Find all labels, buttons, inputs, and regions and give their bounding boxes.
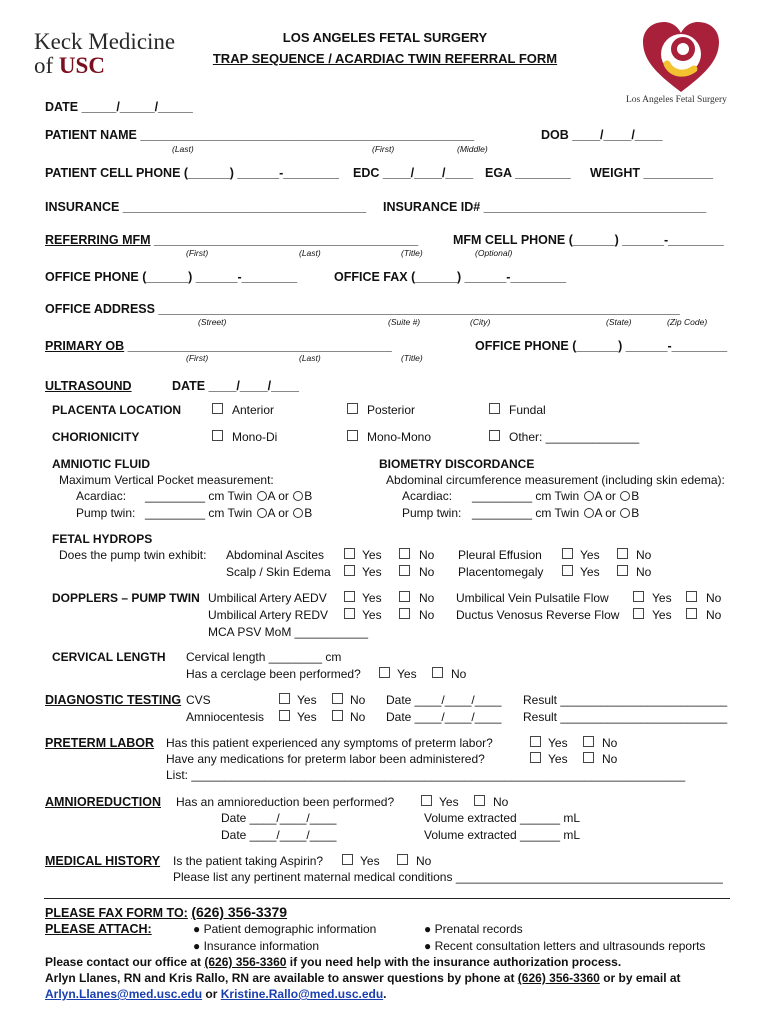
- mono-mono-checkbox[interactable]: [347, 430, 358, 441]
- yes-label: Yes: [397, 667, 417, 681]
- no-label: No: [416, 854, 432, 868]
- no-label: No: [602, 736, 618, 750]
- dv-reverse-no-checkbox[interactable]: [686, 608, 697, 619]
- preterm-q2: Have any medications for preterm labor been administered?: [166, 752, 485, 766]
- weight-field[interactable]: WEIGHT __________: [590, 166, 713, 180]
- twin-a-radio[interactable]: [584, 491, 594, 501]
- attach-text-3: Prenatal records: [434, 922, 523, 936]
- amniocentesis-label: Amniocentesis: [186, 710, 265, 724]
- amnioreduction-no-checkbox[interactable]: [474, 795, 485, 806]
- label-last: (Last): [299, 353, 321, 363]
- label-first: (First): [372, 144, 395, 154]
- label-first: (First): [186, 248, 209, 258]
- dv-reverse-label: Ductus Venosus Reverse Flow: [456, 608, 620, 622]
- amnioreduction-date-1[interactable]: Date ____/____/____: [221, 811, 337, 825]
- contact-pre: Please contact our office at: [45, 955, 205, 969]
- scalp-edema-label: Scalp / Skin Edema: [226, 565, 331, 579]
- a-or-label: A or: [267, 489, 289, 503]
- insurance-field[interactable]: INSURANCE ___________________________________: [45, 200, 367, 214]
- edema-yes-checkbox[interactable]: [344, 565, 355, 576]
- dv-reverse-yes-checkbox[interactable]: [633, 608, 644, 619]
- mvp-pump-cm[interactable]: _________ cm Twin: [145, 506, 253, 520]
- cerclage-question: Has a cerclage been performed?: [186, 667, 361, 681]
- mca-psv-field[interactable]: MCA PSV MoM ___________: [208, 625, 369, 639]
- cvs-result-field[interactable]: Result _________________________: [523, 693, 728, 707]
- preterm-labor-label: PRETERM LABOR: [45, 736, 155, 750]
- label-suite: (Suite #): [388, 317, 421, 327]
- amnio-result-field[interactable]: Result _________________________: [523, 710, 728, 724]
- no-label: No: [636, 565, 652, 579]
- a-or-label: A or: [594, 506, 616, 520]
- no-label: No: [602, 752, 618, 766]
- medical-conditions-field[interactable]: Please list any pertinent maternal medical conditions ________________________________________: [173, 870, 723, 884]
- contact-phone: (626) 356-3360: [204, 955, 287, 969]
- a-or-label: A or: [594, 489, 616, 503]
- volume-extracted-2[interactable]: Volume extracted ______ mL: [424, 828, 581, 842]
- amnio-no-checkbox[interactable]: [332, 710, 343, 721]
- keck-logo-of: of: [34, 53, 59, 79]
- yes-label: Yes: [652, 591, 672, 605]
- fax-line: [45, 905, 287, 920]
- dob-field[interactable]: DOB ____/____/____: [541, 128, 663, 142]
- uv-pulsatile-no-checkbox[interactable]: [686, 591, 697, 602]
- label-last: (Last): [299, 248, 321, 258]
- office-address-field[interactable]: OFFICE ADDRESS ___________________________________________________________________________: [45, 302, 680, 316]
- no-label: No: [706, 608, 722, 622]
- attach-item-4: [424, 940, 705, 952]
- ascites-yes-checkbox[interactable]: [344, 548, 355, 559]
- placentomegaly-label: Placentomegaly: [458, 565, 544, 579]
- uv-pulsatile-label: Umbilical Vein Pulsatile Flow: [456, 591, 609, 605]
- preterm-q1-yes-checkbox[interactable]: [530, 736, 541, 747]
- bullet-icon: ●: [424, 939, 432, 953]
- email-or: or: [202, 987, 221, 1001]
- ega-field[interactable]: EGA ________: [485, 166, 571, 180]
- twin-b-radio[interactable]: [293, 508, 303, 518]
- label-first: (First): [186, 353, 209, 363]
- chorionicity-label: CHORIONICITY: [52, 430, 140, 444]
- ua-redv-no-checkbox[interactable]: [399, 608, 410, 619]
- mfm-cell-field[interactable]: MFM CELL PHONE (______) ______-________: [453, 233, 724, 247]
- amniotic-fluid-label: AMNIOTIC FLUID: [52, 457, 150, 471]
- biometry-discordance-label: BIOMETRY DISCORDANCE: [379, 457, 535, 471]
- placentomegaly-yes-checkbox[interactable]: [562, 565, 573, 576]
- date-field[interactable]: DATE _____/_____/_____: [45, 100, 193, 114]
- b-label: B: [631, 489, 640, 503]
- preterm-q1-no-checkbox[interactable]: [583, 736, 594, 747]
- primary-ob-field: [45, 340, 392, 353]
- placenta-location-label: PLACENTA LOCATION: [52, 403, 182, 417]
- fax-label: PLEASE FAX FORM TO:: [45, 906, 188, 920]
- no-label: No: [419, 591, 435, 605]
- mono-di-checkbox[interactable]: [212, 430, 223, 441]
- cvs-yes-checkbox[interactable]: [279, 693, 290, 704]
- bullet-icon: ●: [424, 922, 432, 936]
- twin-a-radio[interactable]: [257, 508, 267, 518]
- ultrasound-date-field[interactable]: DATE ____/____/____: [172, 379, 299, 393]
- label-zip: (Zip Code): [667, 317, 708, 327]
- pump-twin-label: Pump twin:: [76, 506, 136, 520]
- contact-post: if you need help with the insurance authorization process.: [286, 955, 622, 969]
- ac-acardiac-field: [472, 490, 639, 502]
- twin-a-radio[interactable]: [257, 491, 267, 501]
- patient-name-field[interactable]: PATIENT NAME ________________________________________________: [45, 128, 475, 142]
- attach-text-4: Recent consultation letters and ultrasounds reports: [434, 939, 706, 953]
- label-optional: (Optional): [475, 248, 513, 258]
- fetal-hydrops-label: FETAL HYDROPS: [52, 532, 153, 546]
- label-title: (Title): [401, 353, 423, 363]
- cvs-date-field[interactable]: Date ____/____/____: [386, 693, 502, 707]
- label-city: (City): [470, 317, 491, 327]
- fundal-label: Fundal: [509, 403, 546, 417]
- cvs-no-checkbox[interactable]: [332, 693, 343, 704]
- no-label: No: [419, 608, 435, 622]
- amnioreduction-date-2[interactable]: Date ____/____/____: [221, 828, 337, 842]
- mvp-label: Maximum Vertical Pocket measurement:: [59, 473, 274, 487]
- mvp-acardiac-cm[interactable]: _________ cm Twin: [145, 489, 253, 503]
- ob-office-phone-field[interactable]: OFFICE PHONE (______) ______-________: [475, 339, 728, 353]
- posterior-label: Posterior: [367, 403, 416, 417]
- yes-label: Yes: [297, 693, 317, 707]
- keck-logo-usc: USC: [58, 53, 105, 79]
- fetal-surgery-heart-icon: [640, 20, 722, 94]
- no-label: No: [451, 667, 467, 681]
- office-fax-field[interactable]: OFFICE FAX (______) ______-________: [334, 270, 567, 284]
- no-label: No: [419, 565, 435, 579]
- label-title: (Title): [401, 248, 423, 258]
- fetal-surgery-logo-text: Los Angeles Fetal Surgery: [626, 95, 727, 105]
- amnioreduction-question: Has an amnioreduction been performed?: [176, 795, 395, 809]
- referring-mfm-field: [45, 234, 418, 247]
- attach-item-1: [193, 923, 376, 935]
- label-street: (Street): [198, 317, 227, 327]
- preterm-list-field[interactable]: List: __________________________________________________________________________: [166, 768, 686, 782]
- email-period: .: [383, 987, 387, 1001]
- attach-item-3: [424, 923, 523, 935]
- insurance-id-field[interactable]: INSURANCE ID# ________________________________: [383, 200, 707, 214]
- b-label: B: [304, 489, 313, 503]
- bullet-icon: ●: [193, 922, 201, 936]
- footer-divider: [44, 898, 730, 899]
- amnioreduction-yes-checkbox[interactable]: [421, 795, 432, 806]
- cervical-length-label: CERVICAL LENGTH: [52, 650, 166, 664]
- anterior-label: Anterior: [232, 403, 275, 417]
- contact-line: [45, 956, 621, 968]
- aspirin-no-checkbox[interactable]: [397, 854, 408, 865]
- yes-label: Yes: [362, 548, 382, 562]
- ua-redv-label: Umbilical Artery REDV: [208, 608, 329, 622]
- primary-ob-label: PRIMARY OB: [45, 339, 125, 353]
- no-label: No: [419, 548, 435, 562]
- twin-a-radio[interactable]: [584, 508, 594, 518]
- edema-no-checkbox[interactable]: [399, 565, 410, 576]
- label-state: (State): [606, 317, 632, 327]
- cerclage-no-checkbox[interactable]: [432, 667, 443, 678]
- abdominal-circ-label: Abdominal circumference measurement (including skin edema):: [386, 473, 725, 487]
- yes-label: Yes: [548, 736, 568, 750]
- referring-mfm-label: REFERRING MFM: [45, 233, 151, 247]
- mvp-pump-field: [145, 507, 312, 519]
- abdominal-ascites-label: Abdominal Ascites: [226, 548, 325, 562]
- amnio-date-field[interactable]: Date ____/____/____: [386, 710, 502, 724]
- label-middle: (Middle): [457, 144, 488, 154]
- keck-logo-line1: Keck Medicine: [34, 29, 176, 54]
- avail-phone: (626) 356-3360: [517, 971, 600, 985]
- yes-label: Yes: [548, 752, 568, 766]
- posterior-checkbox[interactable]: [347, 403, 358, 414]
- diagnostic-testing-label: DIAGNOSTIC TESTING: [45, 693, 182, 707]
- avail-post: or by email at: [599, 971, 681, 985]
- dopplers-label: DOPPLERS – PUMP TWIN: [52, 591, 200, 605]
- yes-label: Yes: [362, 608, 382, 622]
- ua-redv-yes-checkbox[interactable]: [344, 608, 355, 619]
- twin-b-radio[interactable]: [620, 508, 630, 518]
- hydrops-question: Does the pump twin exhibit:: [59, 548, 207, 562]
- cvs-label: CVS: [186, 693, 211, 707]
- other-field[interactable]: Other: ______________: [509, 430, 640, 444]
- uv-pulsatile-yes-checkbox[interactable]: [633, 591, 644, 602]
- pleural-no-checkbox[interactable]: [617, 548, 628, 559]
- yes-label: Yes: [580, 565, 600, 579]
- mono-di-label: Mono-Di: [232, 430, 278, 444]
- amnioreduction-label: AMNIOREDUCTION: [45, 795, 161, 809]
- pleural-effusion-label: Pleural Effusion: [458, 548, 542, 562]
- attach-label: PLEASE ATTACH:: [45, 922, 152, 936]
- preterm-q2-yes-checkbox[interactable]: [530, 752, 541, 763]
- yes-label: Yes: [580, 548, 600, 562]
- other-checkbox[interactable]: [489, 430, 500, 441]
- acardiac-label: Acardiac:: [402, 489, 453, 503]
- no-label: No: [706, 591, 722, 605]
- ac-pump-field: [472, 507, 639, 519]
- cervical-length-field[interactable]: Cervical length ________ cm: [186, 650, 342, 664]
- mono-mono-label: Mono-Mono: [367, 430, 432, 444]
- ac-acardiac-cm[interactable]: _________ cm Twin: [472, 489, 580, 503]
- avail-pre: Arlyn Llanes, RN and Kris Rallo, RN are available to answer questions by phone at: [45, 971, 518, 985]
- anterior-checkbox[interactable]: [212, 403, 223, 414]
- ac-pump-cm[interactable]: _________ cm Twin: [472, 506, 580, 520]
- yes-label: Yes: [360, 854, 380, 868]
- no-label: No: [350, 710, 366, 724]
- b-label: B: [631, 506, 640, 520]
- pleural-yes-checkbox[interactable]: [562, 548, 573, 559]
- patient-cell-field[interactable]: PATIENT CELL PHONE (______) ______-________: [45, 166, 339, 180]
- form-title-1: LOS ANGELES FETAL SURGERY: [282, 30, 488, 45]
- referring-mfm-line[interactable]: ______________________________________: [150, 233, 419, 247]
- no-label: No: [636, 548, 652, 562]
- bullet-icon: ●: [193, 939, 201, 953]
- ultrasound-label: ULTRASOUND: [45, 379, 132, 393]
- ua-aedv-label: Umbilical Artery AEDV: [208, 591, 327, 605]
- yes-label: Yes: [362, 565, 382, 579]
- ua-aedv-no-checkbox[interactable]: [399, 591, 410, 602]
- cerclage-yes-checkbox[interactable]: [379, 667, 390, 678]
- edc-field[interactable]: EDC ____/____/____: [353, 166, 474, 180]
- attach-text-1: Patient demographic information: [203, 922, 377, 936]
- email-link-arlyn[interactable]: Arlyn.Llanes@med.usc.edu: [45, 987, 203, 1001]
- amnio-yes-checkbox[interactable]: [279, 710, 290, 721]
- email-line: [45, 988, 387, 1000]
- fundal-checkbox[interactable]: [489, 403, 500, 414]
- yes-label: Yes: [362, 591, 382, 605]
- label-last: (Last): [172, 144, 194, 154]
- ua-aedv-yes-checkbox[interactable]: [344, 591, 355, 602]
- a-or-label: A or: [267, 506, 289, 520]
- no-label: No: [350, 693, 366, 707]
- aspirin-question: Is the patient taking Aspirin?: [173, 854, 324, 868]
- yes-label: Yes: [439, 795, 459, 809]
- yes-label: Yes: [297, 710, 317, 724]
- medical-history-label: MEDICAL HISTORY: [45, 854, 161, 868]
- placentomegaly-no-checkbox[interactable]: [617, 565, 628, 576]
- fax-number: (626) 356-3379: [191, 904, 288, 920]
- b-label: B: [304, 506, 313, 520]
- form-title-2: TRAP SEQUENCE / ACARDIAC TWIN REFERRAL FORM: [212, 51, 558, 66]
- aspirin-yes-checkbox[interactable]: [342, 854, 353, 865]
- preterm-q2-no-checkbox[interactable]: [583, 752, 594, 763]
- no-label: No: [493, 795, 509, 809]
- primary-ob-line[interactable]: ______________________________________: [124, 339, 392, 353]
- availability-line: [45, 972, 681, 984]
- volume-extracted-1[interactable]: Volume extracted ______ mL: [424, 811, 581, 825]
- acardiac-label: Acardiac:: [76, 489, 127, 503]
- attach-item-2: [193, 940, 319, 952]
- email-link-kristine[interactable]: Kristine.Rallo@med.usc.edu: [220, 987, 384, 1001]
- yes-label: Yes: [652, 608, 672, 622]
- pump-twin-label: Pump twin:: [402, 506, 462, 520]
- mvp-acardiac-field: [145, 490, 312, 502]
- office-phone-field[interactable]: OFFICE PHONE (______) ______-________: [45, 270, 298, 284]
- twin-b-radio[interactable]: [293, 491, 303, 501]
- preterm-q1: Has this patient experienced any symptoms of preterm labor?: [166, 736, 493, 750]
- ascites-no-checkbox[interactable]: [399, 548, 410, 559]
- attach-text-2: Insurance information: [203, 939, 319, 953]
- twin-b-radio[interactable]: [620, 491, 630, 501]
